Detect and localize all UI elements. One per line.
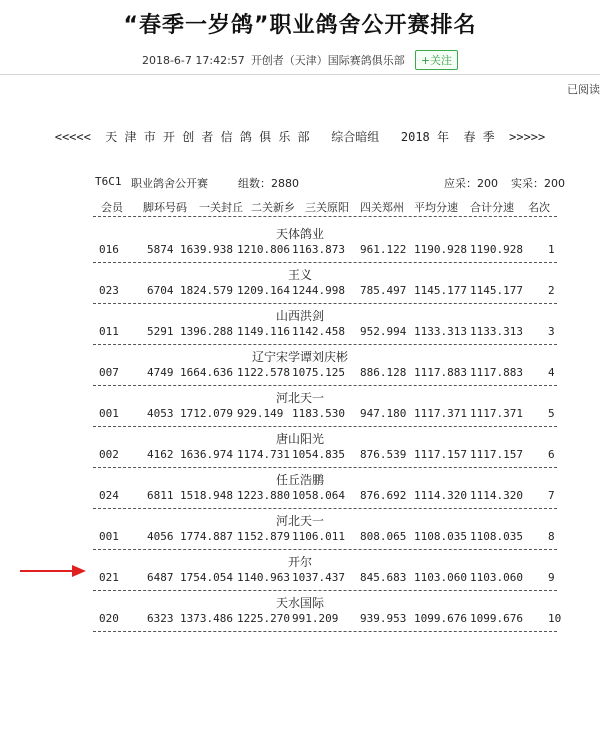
title-divider: [0, 74, 600, 75]
stage4-speed: 939.953: [360, 612, 407, 625]
row-values: [0, 407, 600, 423]
stage2-speed: 1225.270: [237, 612, 290, 625]
race-name: 职业鸽舍公开赛: [131, 177, 208, 190]
total-speed: 1117.157: [470, 448, 523, 461]
member-code: 001: [99, 530, 119, 543]
average-speed: 1108.035: [414, 530, 467, 543]
stage4-speed: 808.065: [360, 530, 407, 543]
stage3-speed: 1075.125: [292, 366, 345, 379]
stage3-speed: 1163.873: [292, 243, 345, 256]
stage4-speed: 947.180: [360, 407, 407, 420]
stage1-speed: 1373.486: [180, 612, 233, 625]
member-name: 河北天一: [275, 514, 324, 528]
stage4-speed: 886.128: [360, 366, 407, 379]
rank: 5: [548, 407, 555, 420]
ring-number: 4162: [147, 448, 174, 461]
stage1-speed: 1774.887: [180, 530, 233, 543]
total-speed: 1099.676: [470, 612, 523, 625]
stage2-speed: 1152.879: [237, 530, 290, 543]
stage4-speed: 876.692: [360, 489, 407, 502]
stage1-speed: 1396.288: [180, 325, 233, 338]
average-speed: 1117.157: [414, 448, 467, 461]
table-header: [0, 199, 600, 215]
follow-button[interactable]: +关注: [415, 50, 458, 70]
table-row: [0, 304, 600, 346]
member-name: 开尔: [287, 555, 312, 569]
total-speed: 1133.313: [470, 325, 523, 338]
total-speed: 1190.928: [470, 243, 523, 256]
ring-number: 5291: [147, 325, 174, 338]
ring-number: 6811: [147, 489, 174, 502]
total-speed: 1145.177: [470, 284, 523, 297]
member-code: 011: [99, 325, 119, 338]
stage4-speed: 876.539: [360, 448, 407, 461]
average-speed: 1145.177: [414, 284, 467, 297]
row-values: [0, 325, 600, 341]
member-name: 山西洪剑: [275, 309, 324, 323]
column-header: 会员: [101, 201, 123, 214]
stage1-speed: 1518.948: [180, 489, 233, 502]
race-info-row: [0, 175, 600, 191]
stage3-speed: 991.209: [292, 612, 339, 625]
stage4-speed: 785.497: [360, 284, 407, 297]
stage1-speed: 1824.579: [180, 284, 233, 297]
total-speed: 1114.320: [470, 489, 523, 502]
total-speed: 1117.883: [470, 366, 523, 379]
member-code: 020: [99, 612, 119, 625]
rank: 7: [548, 489, 555, 502]
row-values: [0, 243, 600, 259]
ring-number: 4053: [147, 407, 174, 420]
member-name: 王义: [287, 268, 312, 282]
member-name: 辽宁宋学谭刘庆彬: [251, 350, 348, 364]
table-row: [0, 345, 600, 387]
member-name: 天水国际: [275, 596, 324, 610]
row-divider: [93, 631, 557, 632]
column-header: 脚环号码: [143, 201, 187, 214]
stage2-speed: 1174.731: [237, 448, 290, 461]
table-row: [0, 263, 600, 305]
article-title: “春季一岁鸽”职业鸽舍公开赛排名: [123, 13, 477, 38]
stage3-speed: 1183.530: [292, 407, 345, 420]
ring-number: 4056: [147, 530, 174, 543]
read-count-label: 已阅读: [567, 83, 600, 96]
average-speed: 1133.313: [414, 325, 467, 338]
row-values: [0, 571, 600, 587]
rank: 1: [548, 243, 555, 256]
member-name: 唐山阳光: [275, 432, 324, 446]
stage2-speed: 1149.116: [237, 325, 290, 338]
ring-number: 6704: [147, 284, 174, 297]
column-header: 合计分速: [470, 201, 514, 214]
column-header: 三关原阳: [305, 201, 349, 214]
rank: 9: [548, 571, 555, 584]
table-row: [0, 427, 600, 469]
member-code: 024: [99, 489, 119, 502]
member-code: 001: [99, 407, 119, 420]
table-row: [0, 386, 600, 428]
column-header: 一关封丘: [199, 201, 243, 214]
ring-number: 6323: [147, 612, 174, 625]
rank: 10: [548, 612, 562, 625]
stage3-speed: 1142.458: [292, 325, 345, 338]
average-speed: 1103.060: [414, 571, 467, 584]
column-header: 四关郑州: [360, 201, 404, 214]
stage3-speed: 1037.437: [292, 571, 345, 584]
row-values: [0, 530, 600, 546]
article-meta: [0, 50, 600, 70]
report-banner: <<<<< 天 津 市 开 创 者 信 鸽 俱 乐 部 综合暗组 2018 年 春 季 >>>>>: [54, 130, 546, 144]
stage1-speed: 1639.938: [180, 243, 233, 256]
table-row: [0, 509, 600, 551]
row-values: [0, 284, 600, 300]
header-divider: [93, 216, 557, 217]
stage3-speed: 1244.998: [292, 284, 345, 297]
actual-collect: 实采：200: [511, 177, 565, 190]
ring-number: 4749: [147, 366, 174, 379]
stage4-speed: 952.994: [360, 325, 407, 338]
stage2-speed: 1210.806: [237, 243, 290, 256]
stage1-speed: 1754.054: [180, 571, 233, 584]
average-speed: 1190.928: [414, 243, 467, 256]
group-count: 组数：2880: [238, 177, 299, 190]
rank: 8: [548, 530, 555, 543]
member-code: 016: [99, 243, 119, 256]
rank: 6: [548, 448, 555, 461]
stage3-speed: 1054.835: [292, 448, 345, 461]
average-speed: 1114.320: [414, 489, 467, 502]
stage2-speed: 1122.578: [237, 366, 290, 379]
member-name: 任丘浩鹏: [275, 473, 324, 487]
column-header: 名次: [528, 201, 550, 214]
stage4-speed: 845.683: [360, 571, 407, 584]
rank: 4: [548, 366, 555, 379]
column-header: 二关新乡: [251, 201, 295, 214]
member-name: 河北天一: [275, 391, 324, 405]
total-speed: 1117.371: [470, 407, 523, 420]
stage1-speed: 1712.079: [180, 407, 233, 420]
stage4-speed: 961.122: [360, 243, 407, 256]
row-values: [0, 366, 600, 382]
rank: 3: [548, 325, 555, 338]
race-code: T6C1: [95, 175, 122, 188]
table-row: [0, 591, 600, 633]
column-header: 平均分速: [414, 201, 458, 214]
stage2-speed: 1223.880: [237, 489, 290, 502]
table-row: [0, 468, 600, 510]
stage1-speed: 1664.636: [180, 366, 233, 379]
stage2-speed: 1140.963: [237, 571, 290, 584]
row-values: [0, 448, 600, 464]
table-row: [0, 222, 600, 264]
red-arrow-icon: [18, 563, 88, 579]
stage2-speed: 1209.164: [237, 284, 290, 297]
row-values: [0, 612, 600, 628]
member-name: 天体鸽业: [275, 227, 324, 241]
publish-timestamp: 2018-6-7 17:42:57: [141, 53, 245, 67]
total-speed: 1103.060: [470, 571, 523, 584]
member-code: 007: [99, 366, 119, 379]
rank: 2: [548, 284, 555, 297]
row-values: [0, 489, 600, 505]
stage3-speed: 1106.011: [292, 530, 345, 543]
table-row: [0, 550, 600, 592]
member-code: 021: [99, 571, 119, 584]
should-collect: 应采：200: [444, 177, 498, 190]
stage2-speed: 929.149: [237, 407, 284, 420]
average-speed: 1099.676: [414, 612, 467, 625]
average-speed: 1117.883: [414, 366, 467, 379]
total-speed: 1108.035: [470, 530, 523, 543]
stage1-speed: 1636.974: [180, 448, 233, 461]
average-speed: 1117.371: [414, 407, 467, 420]
member-code: 023: [99, 284, 119, 297]
member-code: 002: [99, 448, 119, 461]
ring-number: 6487: [147, 571, 174, 584]
ring-number: 5874: [147, 243, 174, 256]
author-link[interactable]: 开创者（天津）国际赛鸽俱乐部: [250, 54, 405, 67]
stage3-speed: 1058.064: [292, 489, 345, 502]
